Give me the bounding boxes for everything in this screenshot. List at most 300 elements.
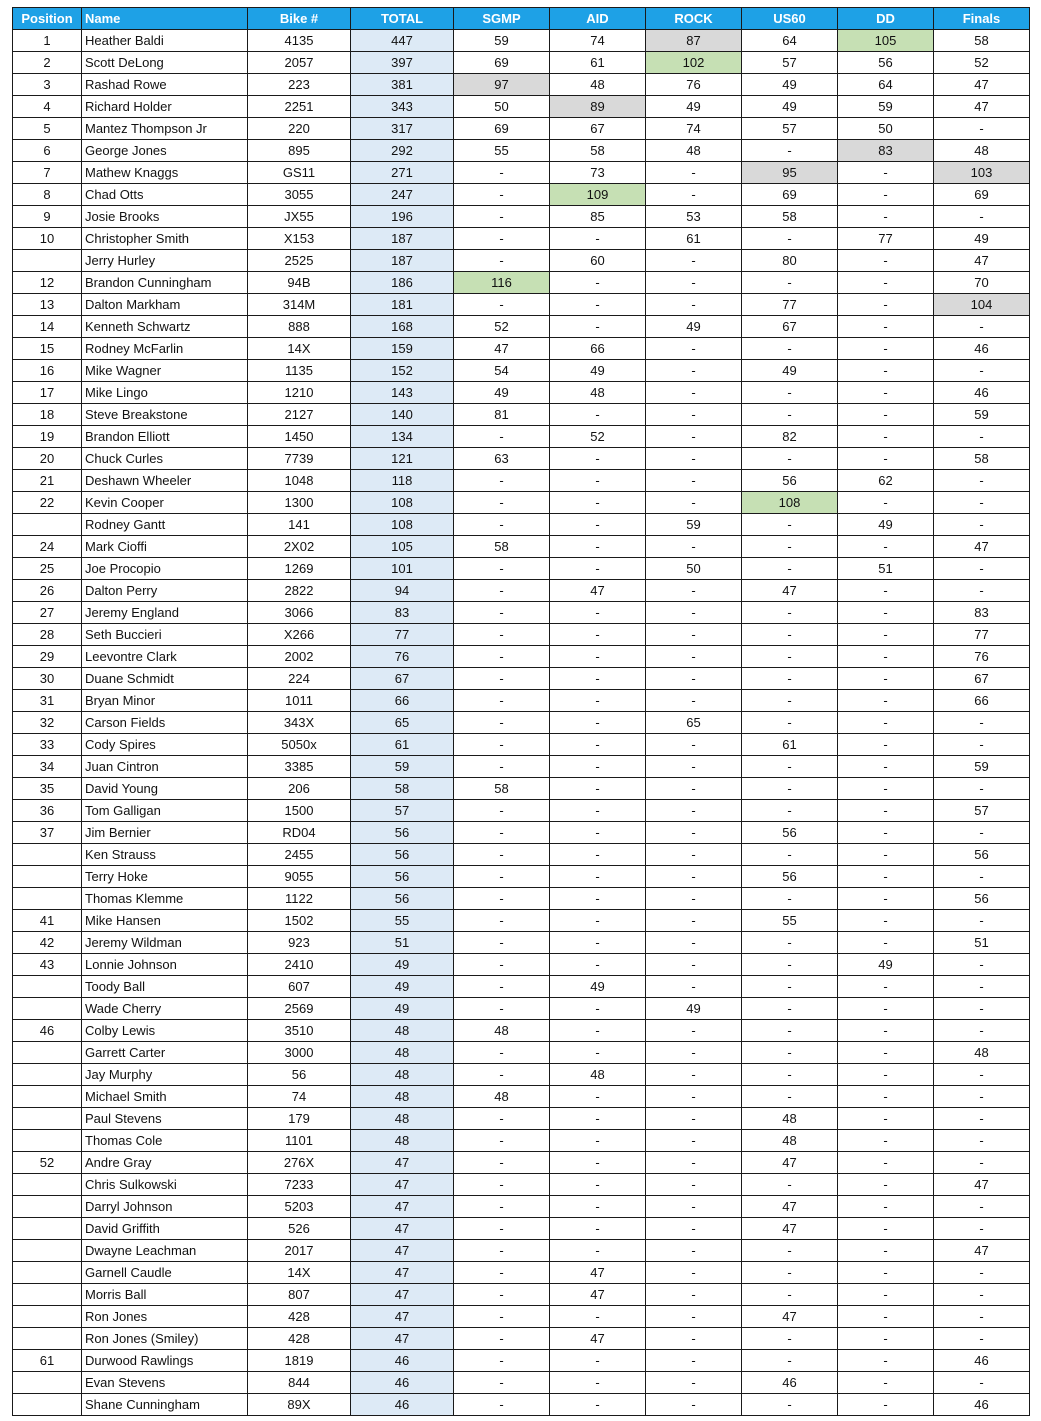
cell-dd[interactable]: 49 [838,514,934,536]
cell-name[interactable]: Rashad Rowe [82,74,248,96]
cell-finals[interactable]: - [934,580,1030,602]
cell-finals[interactable]: - [934,1064,1030,1086]
cell-finals[interactable]: - [934,360,1030,382]
cell-position[interactable]: 12 [13,272,82,294]
cell-position[interactable]: 32 [13,712,82,734]
cell-aid[interactable]: - [550,1020,646,1042]
cell-bike-number[interactable]: 9055 [248,866,351,888]
cell-aid[interactable]: 89 [550,96,646,118]
cell-position[interactable] [13,1240,82,1262]
cell-finals[interactable]: 56 [934,844,1030,866]
cell-bike-number[interactable]: 428 [248,1328,351,1350]
cell-rock[interactable]: - [646,184,742,206]
cell-us60[interactable]: - [742,800,838,822]
cell-bike-number[interactable]: 276X [248,1152,351,1174]
cell-us60[interactable]: - [742,712,838,734]
cell-sgmp[interactable]: - [454,734,550,756]
cell-us60[interactable]: - [742,844,838,866]
cell-total[interactable]: 187 [351,250,454,272]
cell-dd[interactable]: - [838,1262,934,1284]
cell-sgmp[interactable]: 69 [454,52,550,74]
cell-finals[interactable]: - [934,316,1030,338]
header-position[interactable]: Position [13,8,82,30]
cell-us60[interactable]: 48 [742,1130,838,1152]
cell-position[interactable]: 1 [13,30,82,52]
cell-dd[interactable]: - [838,712,934,734]
cell-aid[interactable]: 49 [550,360,646,382]
cell-sgmp[interactable]: 116 [454,272,550,294]
cell-us60[interactable]: 48 [742,1108,838,1130]
cell-sgmp[interactable]: 59 [454,30,550,52]
cell-sgmp[interactable]: - [454,1130,550,1152]
cell-aid[interactable]: - [550,316,646,338]
cell-name[interactable]: Mark Cioffi [82,536,248,558]
cell-position[interactable]: 21 [13,470,82,492]
cell-us60[interactable]: - [742,690,838,712]
cell-position[interactable] [13,888,82,910]
cell-us60[interactable]: 69 [742,184,838,206]
cell-dd[interactable]: 77 [838,228,934,250]
cell-sgmp[interactable]: 55 [454,140,550,162]
cell-position[interactable]: 9 [13,206,82,228]
cell-rock[interactable]: 74 [646,118,742,140]
cell-position[interactable]: 61 [13,1350,82,1372]
cell-bike-number[interactable]: 2002 [248,646,351,668]
cell-sgmp[interactable]: - [454,1350,550,1372]
cell-sgmp[interactable]: - [454,800,550,822]
cell-rock[interactable]: 53 [646,206,742,228]
cell-finals[interactable]: 51 [934,932,1030,954]
cell-name[interactable]: Mathew Knaggs [82,162,248,184]
cell-sgmp[interactable]: - [454,822,550,844]
cell-dd[interactable]: - [838,998,934,1020]
cell-rock[interactable]: - [646,1328,742,1350]
cell-position[interactable] [13,1284,82,1306]
cell-total[interactable]: 186 [351,272,454,294]
cell-finals[interactable]: 47 [934,96,1030,118]
cell-name[interactable]: Josie Brooks [82,206,248,228]
cell-rock[interactable]: - [646,602,742,624]
cell-finals[interactable]: - [934,492,1030,514]
cell-dd[interactable]: - [838,1350,934,1372]
cell-dd[interactable]: 105 [838,30,934,52]
cell-sgmp[interactable]: - [454,580,550,602]
cell-rock[interactable]: - [646,1262,742,1284]
cell-sgmp[interactable]: - [454,624,550,646]
cell-dd[interactable]: - [838,536,934,558]
cell-name[interactable]: Jeremy Wildman [82,932,248,954]
cell-total[interactable]: 49 [351,954,454,976]
cell-bike-number[interactable]: 844 [248,1372,351,1394]
cell-aid[interactable]: - [550,1350,646,1372]
cell-rock[interactable]: - [646,1372,742,1394]
cell-us60[interactable]: 61 [742,734,838,756]
cell-position[interactable] [13,976,82,998]
cell-bike-number[interactable]: 2410 [248,954,351,976]
cell-finals[interactable]: 52 [934,52,1030,74]
cell-bike-number[interactable]: 1500 [248,800,351,822]
cell-total[interactable]: 76 [351,646,454,668]
cell-total[interactable]: 134 [351,426,454,448]
cell-sgmp[interactable]: - [454,1394,550,1416]
cell-bike-number[interactable]: 14X [248,1262,351,1284]
cell-name[interactable]: Garnell Caudle [82,1262,248,1284]
cell-us60[interactable]: - [742,932,838,954]
cell-us60[interactable]: 77 [742,294,838,316]
cell-position[interactable]: 7 [13,162,82,184]
cell-sgmp[interactable]: - [454,206,550,228]
cell-us60[interactable]: 57 [742,52,838,74]
cell-aid[interactable]: 109 [550,184,646,206]
cell-us60[interactable]: - [742,536,838,558]
cell-total[interactable]: 140 [351,404,454,426]
cell-sgmp[interactable]: - [454,250,550,272]
cell-finals[interactable]: 66 [934,690,1030,712]
cell-name[interactable]: Steve Breakstone [82,404,248,426]
cell-total[interactable]: 46 [351,1350,454,1372]
cell-sgmp[interactable]: - [454,1306,550,1328]
cell-bike-number[interactable]: 1101 [248,1130,351,1152]
cell-position[interactable]: 29 [13,646,82,668]
cell-dd[interactable]: - [838,734,934,756]
cell-us60[interactable]: 58 [742,206,838,228]
cell-name[interactable]: Wade Cherry [82,998,248,1020]
cell-dd[interactable]: - [838,448,934,470]
cell-us60[interactable]: 47 [742,580,838,602]
cell-dd[interactable]: - [838,932,934,954]
cell-bike-number[interactable]: 74 [248,1086,351,1108]
cell-position[interactable]: 52 [13,1152,82,1174]
cell-name[interactable]: Chuck Curles [82,448,248,470]
cell-finals[interactable]: 58 [934,30,1030,52]
cell-bike-number[interactable]: 1502 [248,910,351,932]
cell-rock[interactable]: - [646,492,742,514]
cell-us60[interactable]: - [742,140,838,162]
cell-sgmp[interactable]: 58 [454,778,550,800]
cell-position[interactable] [13,1306,82,1328]
cell-bike-number[interactable]: 7233 [248,1174,351,1196]
cell-aid[interactable]: 48 [550,1064,646,1086]
cell-total[interactable]: 48 [351,1130,454,1152]
cell-position[interactable]: 6 [13,140,82,162]
cell-dd[interactable]: - [838,1394,934,1416]
cell-sgmp[interactable]: - [454,1218,550,1240]
cell-total[interactable]: 59 [351,756,454,778]
cell-dd[interactable]: - [838,1108,934,1130]
cell-total[interactable]: 152 [351,360,454,382]
cell-us60[interactable]: 55 [742,910,838,932]
cell-position[interactable] [13,1218,82,1240]
cell-total[interactable]: 47 [351,1218,454,1240]
cell-bike-number[interactable]: JX55 [248,206,351,228]
cell-rock[interactable]: - [646,1064,742,1086]
cell-bike-number[interactable]: 224 [248,668,351,690]
cell-bike-number[interactable]: 5050x [248,734,351,756]
cell-rock[interactable]: - [646,888,742,910]
cell-us60[interactable]: - [742,1350,838,1372]
cell-total[interactable]: 105 [351,536,454,558]
cell-total[interactable]: 181 [351,294,454,316]
cell-finals[interactable]: 59 [934,756,1030,778]
cell-aid[interactable]: 74 [550,30,646,52]
cell-total[interactable]: 47 [351,1328,454,1350]
cell-finals[interactable]: 47 [934,1174,1030,1196]
cell-bike-number[interactable]: 1210 [248,382,351,404]
cell-name[interactable]: Paul Stevens [82,1108,248,1130]
cell-dd[interactable]: - [838,910,934,932]
cell-dd[interactable]: - [838,602,934,624]
cell-dd[interactable]: - [838,1372,934,1394]
cell-sgmp[interactable]: - [454,910,550,932]
cell-finals[interactable]: 46 [934,382,1030,404]
cell-sgmp[interactable]: 63 [454,448,550,470]
cell-finals[interactable]: - [934,206,1030,228]
cell-sgmp[interactable]: 54 [454,360,550,382]
cell-dd[interactable]: - [838,426,934,448]
cell-aid[interactable]: - [550,910,646,932]
cell-position[interactable]: 22 [13,492,82,514]
cell-dd[interactable]: - [838,1306,934,1328]
cell-rock[interactable]: - [646,382,742,404]
cell-total[interactable]: 47 [351,1284,454,1306]
cell-rock[interactable]: 87 [646,30,742,52]
cell-total[interactable]: 47 [351,1152,454,1174]
cell-sgmp[interactable]: - [454,866,550,888]
cell-name[interactable]: Michael Smith [82,1086,248,1108]
cell-us60[interactable]: - [742,272,838,294]
cell-bike-number[interactable]: 5203 [248,1196,351,1218]
cell-finals[interactable]: - [934,1328,1030,1350]
cell-total[interactable]: 47 [351,1306,454,1328]
cell-aid[interactable]: - [550,954,646,976]
cell-us60[interactable]: 47 [742,1196,838,1218]
cell-finals[interactable]: 104 [934,294,1030,316]
cell-rock[interactable]: - [646,1130,742,1152]
cell-sgmp[interactable]: - [454,646,550,668]
cell-name[interactable]: Thomas Cole [82,1130,248,1152]
cell-total[interactable]: 48 [351,1108,454,1130]
cell-sgmp[interactable]: - [454,1064,550,1086]
cell-sgmp[interactable]: - [454,668,550,690]
cell-name[interactable]: Morris Ball [82,1284,248,1306]
cell-dd[interactable]: - [838,756,934,778]
cell-total[interactable]: 247 [351,184,454,206]
cell-name[interactable]: Mike Wagner [82,360,248,382]
cell-total[interactable]: 447 [351,30,454,52]
cell-rock[interactable]: - [646,1218,742,1240]
cell-us60[interactable]: - [742,954,838,976]
cell-us60[interactable]: - [742,558,838,580]
cell-bike-number[interactable]: 2525 [248,250,351,272]
cell-dd[interactable]: - [838,1328,934,1350]
cell-rock[interactable]: - [646,910,742,932]
cell-bike-number[interactable]: 807 [248,1284,351,1306]
cell-position[interactable] [13,998,82,1020]
cell-total[interactable]: 48 [351,1064,454,1086]
cell-rock[interactable]: 49 [646,316,742,338]
cell-dd[interactable]: - [838,1042,934,1064]
cell-us60[interactable]: - [742,1284,838,1306]
cell-finals[interactable]: 47 [934,74,1030,96]
cell-us60[interactable]: - [742,514,838,536]
cell-name[interactable]: Evan Stevens [82,1372,248,1394]
cell-rock[interactable]: - [646,1240,742,1262]
cell-us60[interactable]: 47 [742,1152,838,1174]
cell-finals[interactable]: - [934,998,1030,1020]
header-name[interactable]: Name [82,8,248,30]
cell-total[interactable]: 56 [351,888,454,910]
cell-us60[interactable]: 95 [742,162,838,184]
cell-name[interactable]: Durwood Rawlings [82,1350,248,1372]
cell-aid[interactable]: 58 [550,140,646,162]
cell-dd[interactable]: - [838,976,934,998]
cell-rock[interactable]: - [646,272,742,294]
cell-us60[interactable]: - [742,1174,838,1196]
cell-sgmp[interactable]: - [454,690,550,712]
cell-bike-number[interactable]: 141 [248,514,351,536]
cell-finals[interactable]: - [934,1262,1030,1284]
cell-sgmp[interactable]: - [454,602,550,624]
cell-aid[interactable]: - [550,998,646,1020]
cell-dd[interactable]: - [838,294,934,316]
cell-us60[interactable]: - [742,1064,838,1086]
cell-sgmp[interactable]: 81 [454,404,550,426]
cell-position[interactable]: 10 [13,228,82,250]
cell-dd[interactable]: 50 [838,118,934,140]
cell-aid[interactable]: 52 [550,426,646,448]
cell-rock[interactable]: 102 [646,52,742,74]
cell-rock[interactable]: - [646,1152,742,1174]
cell-aid[interactable]: - [550,932,646,954]
cell-rock[interactable]: - [646,1350,742,1372]
cell-us60[interactable]: - [742,1240,838,1262]
cell-us60[interactable]: - [742,668,838,690]
cell-position[interactable] [13,1328,82,1350]
cell-aid[interactable]: 66 [550,338,646,360]
cell-sgmp[interactable]: - [454,712,550,734]
cell-sgmp[interactable]: 52 [454,316,550,338]
header-aid[interactable]: AID [550,8,646,30]
cell-total[interactable]: 77 [351,624,454,646]
cell-name[interactable]: Mike Hansen [82,910,248,932]
cell-aid[interactable]: 67 [550,118,646,140]
cell-us60[interactable]: 47 [742,1306,838,1328]
cell-rock[interactable]: - [646,250,742,272]
cell-finals[interactable]: - [934,118,1030,140]
cell-aid[interactable]: - [550,448,646,470]
cell-rock[interactable]: - [646,646,742,668]
cell-position[interactable]: 17 [13,382,82,404]
cell-sgmp[interactable]: - [454,558,550,580]
cell-bike-number[interactable]: X153 [248,228,351,250]
cell-sgmp[interactable]: - [454,426,550,448]
cell-rock[interactable]: 65 [646,712,742,734]
cell-rock[interactable]: 59 [646,514,742,536]
cell-aid[interactable]: 48 [550,382,646,404]
cell-name[interactable]: Thomas Klemme [82,888,248,910]
cell-name[interactable]: Dalton Markham [82,294,248,316]
header-us60[interactable]: US60 [742,8,838,30]
cell-finals[interactable]: - [934,1086,1030,1108]
cell-dd[interactable]: - [838,382,934,404]
cell-dd[interactable]: 51 [838,558,934,580]
cell-finals[interactable]: - [934,1108,1030,1130]
cell-dd[interactable]: - [838,1064,934,1086]
cell-bike-number[interactable]: 7739 [248,448,351,470]
cell-bike-number[interactable]: 3055 [248,184,351,206]
cell-name[interactable]: Deshawn Wheeler [82,470,248,492]
cell-bike-number[interactable]: 1450 [248,426,351,448]
cell-bike-number[interactable]: 1122 [248,888,351,910]
cell-dd[interactable]: 64 [838,74,934,96]
cell-dd[interactable]: - [838,888,934,910]
cell-aid[interactable]: - [550,492,646,514]
cell-aid[interactable]: 47 [550,1284,646,1306]
cell-sgmp[interactable]: - [454,492,550,514]
cell-dd[interactable]: 49 [838,954,934,976]
cell-aid[interactable]: - [550,1240,646,1262]
cell-position[interactable] [13,514,82,536]
cell-name[interactable]: Richard Holder [82,96,248,118]
cell-aid[interactable]: - [550,624,646,646]
cell-dd[interactable]: - [838,668,934,690]
cell-position[interactable] [13,866,82,888]
cell-aid[interactable]: - [550,602,646,624]
cell-position[interactable]: 20 [13,448,82,470]
cell-dd[interactable]: - [838,1130,934,1152]
cell-finals[interactable]: 46 [934,338,1030,360]
cell-aid[interactable]: - [550,1306,646,1328]
header-bike-number[interactable]: Bike # [248,8,351,30]
cell-finals[interactable]: - [934,1284,1030,1306]
cell-dd[interactable]: - [838,492,934,514]
cell-position[interactable]: 27 [13,602,82,624]
cell-position[interactable] [13,1086,82,1108]
cell-position[interactable]: 28 [13,624,82,646]
cell-rock[interactable]: - [646,822,742,844]
cell-us60[interactable]: 80 [742,250,838,272]
cell-bike-number[interactable]: 1269 [248,558,351,580]
cell-dd[interactable]: - [838,184,934,206]
cell-dd[interactable]: - [838,866,934,888]
cell-aid[interactable]: - [550,822,646,844]
cell-aid[interactable]: - [550,888,646,910]
cell-sgmp[interactable]: - [454,1240,550,1262]
cell-bike-number[interactable]: 888 [248,316,351,338]
cell-rock[interactable]: - [646,668,742,690]
cell-finals[interactable]: 76 [934,646,1030,668]
cell-aid[interactable]: 61 [550,52,646,74]
cell-sgmp[interactable]: - [454,954,550,976]
cell-rock[interactable]: - [646,360,742,382]
cell-bike-number[interactable]: 343X [248,712,351,734]
cell-aid[interactable]: - [550,734,646,756]
cell-total[interactable]: 55 [351,910,454,932]
cell-total[interactable]: 47 [351,1240,454,1262]
cell-finals[interactable]: - [934,976,1030,998]
cell-rock[interactable]: - [646,734,742,756]
cell-rock[interactable]: - [646,162,742,184]
cell-dd[interactable]: - [838,1152,934,1174]
cell-rock[interactable]: - [646,932,742,954]
cell-total[interactable]: 56 [351,844,454,866]
cell-position[interactable] [13,1042,82,1064]
cell-aid[interactable]: - [550,800,646,822]
cell-rock[interactable]: - [646,1284,742,1306]
cell-finals[interactable]: 58 [934,448,1030,470]
cell-name[interactable]: David Young [82,778,248,800]
cell-name[interactable]: Joe Procopio [82,558,248,580]
